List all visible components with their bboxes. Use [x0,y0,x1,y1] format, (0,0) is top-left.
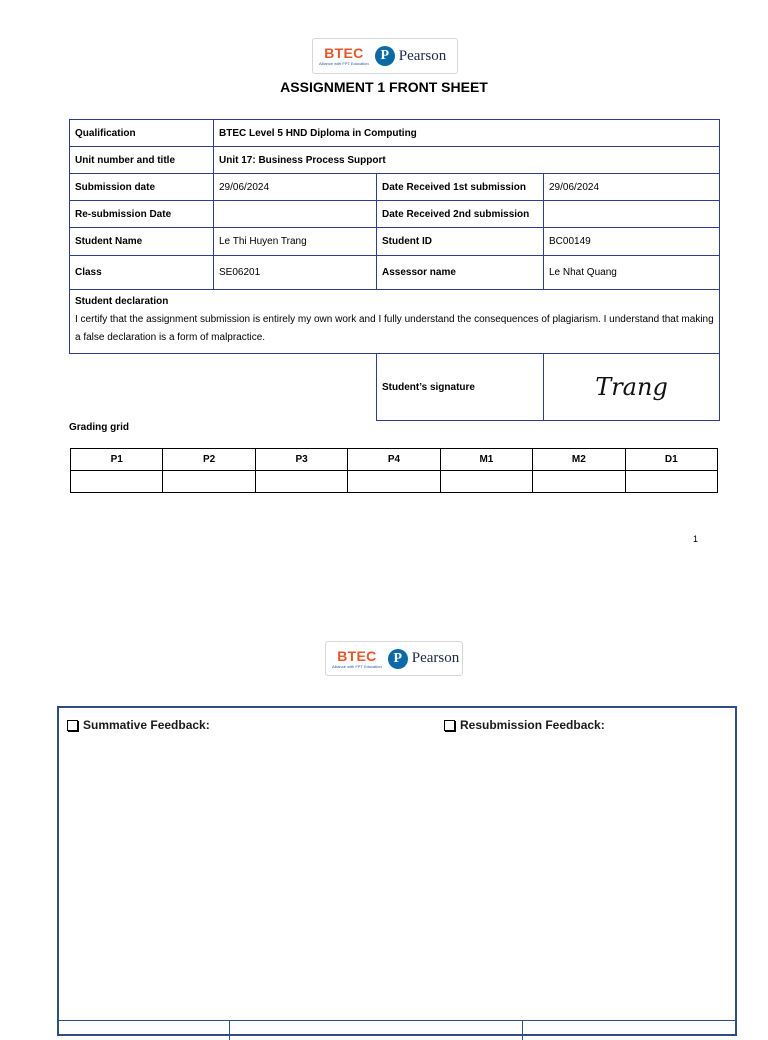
checkbox-icon[interactable] [444,720,455,731]
page-title: ASSIGNMENT 1 FRONT SHEET [280,79,488,95]
table-row [70,147,720,174]
grade-column-header: P3 [255,449,347,471]
grading-header-row [71,449,718,471]
received-2nd-value [544,201,720,228]
student-name-value: Le Thi Huyen Trang [214,228,377,256]
pearson-word: Pearson [398,47,447,64]
grade-column-header: D1 [625,449,717,471]
assessor-label: Assessor name [377,256,544,290]
summative-feedback [67,718,210,732]
grade-column-header: M2 [533,449,625,471]
table-row [70,120,720,147]
received-1st-label: Date Received 1st submission [377,174,544,201]
unit-value: Unit 17: Business Process Support [214,147,720,174]
resubmission-date-value [214,201,377,228]
grade-cell [163,471,255,493]
checkbox-icon[interactable] [67,720,78,731]
student-declaration [70,290,720,354]
pearson-logo [388,649,460,669]
unit-label: Unit number and title [70,147,214,174]
btec-logo [332,649,382,669]
declaration-heading: Student declaration [75,296,169,307]
header-logo-page-2 [325,641,463,676]
grade-column-header: P4 [348,449,440,471]
student-name-label: Student Name [70,228,214,256]
class-label: Class [70,256,214,290]
grade-cell [533,471,625,493]
student-signature: Trang [595,373,668,401]
summative-feedback-label: Summative Feedback: [83,718,210,732]
assignment-info-table [69,119,720,421]
received-1st-value: 29/06/2024 [544,174,720,201]
feedback-divider [59,1020,735,1021]
table-row [70,256,720,290]
grading-value-row [71,471,718,493]
declaration-text: I certify that the assignment submission is entirely my own work and I fully understand the consequences of plagiarism. I understand that making a false declaration is a form of malpractice. [75,314,714,343]
student-id-label: Student ID [377,228,544,256]
assessor-value: Le Nhat Quang [544,256,720,290]
grade-column-header: P1 [71,449,163,471]
grade-column-header: M1 [440,449,532,471]
submission-date-label: Submission date [70,174,214,201]
pearson-icon: P [388,649,408,669]
qualification-value: BTEC Level 5 HND Diploma in Computing [214,120,720,147]
received-2nd-label: Date Received 2nd submission [377,201,544,228]
resubmission-date-label: Re-submission Date [70,201,214,228]
qualification-label: Qualification [70,120,214,147]
btec-word: BTEC [324,45,364,61]
btec-sub: Alliance with FPT Education [319,61,369,66]
student-id-value: BC00149 [544,228,720,256]
table-row [70,290,720,354]
btec-word: BTEC [337,647,377,664]
empty-cell [70,354,377,421]
feedback-divider [522,1020,523,1040]
feedback-box [57,706,737,1036]
resubmission-feedback-label: Resubmission Feedback: [460,718,605,732]
grade-cell [348,471,440,493]
grade-column-header: P2 [163,449,255,471]
feedback-divider [229,1020,230,1040]
grade-cell [71,471,163,493]
pearson-icon: P [375,46,395,66]
signature-cell [544,354,720,421]
page-number: 1 [693,534,699,544]
grade-cell [255,471,347,493]
table-row [70,201,720,228]
pearson-word: Pearson [411,650,460,666]
grading-grid [70,448,718,493]
table-row [70,228,720,256]
grade-cell [440,471,532,493]
btec-logo [319,46,369,66]
btec-sub: Alliance with FPT Education [332,663,382,669]
table-row [70,354,720,421]
grading-grid-label: Grading grid [69,422,129,433]
resubmission-feedback [444,718,605,732]
grade-cell [625,471,717,493]
header-logo [312,38,458,74]
signature-label: Student’s signature [377,354,544,421]
pearson-logo [375,46,447,66]
table-row [70,174,720,201]
submission-date-value: 29/06/2024 [214,174,377,201]
class-value: SE06201 [214,256,377,290]
